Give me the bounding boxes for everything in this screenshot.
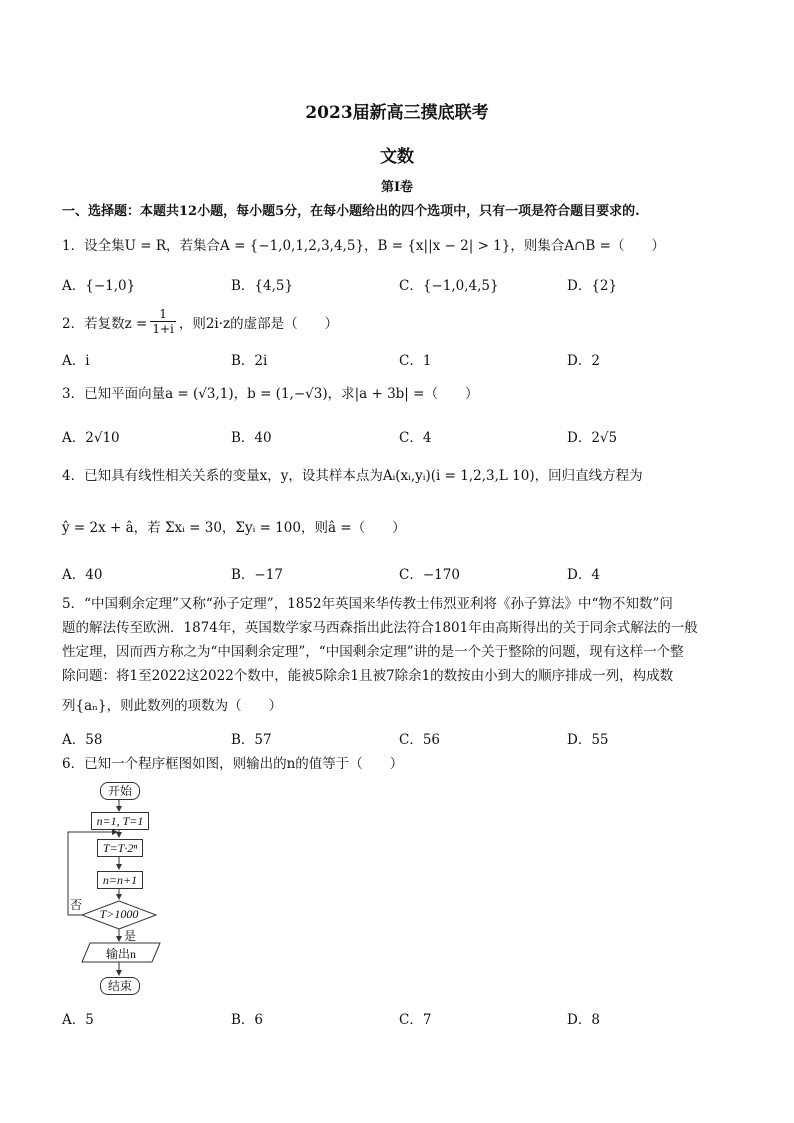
question-6-stem: 6．已知一个程序框图如图，则输出的n的值等于（ ） <box>62 756 404 772</box>
question-4-option-b: B．−17 <box>231 567 283 583</box>
exam-title: 2023届新高三摸底联考 <box>305 103 489 123</box>
question-4-option-c: C．−170 <box>399 567 460 583</box>
question-5-option-c: C．56 <box>399 732 441 748</box>
question-5-line-1: 5．“中国剩余定理”又称“孙子定理”，1852年英国来华传教士伟烈亚利将《孙子算法》中“物不知数”问 <box>62 596 673 612</box>
question-6-option-c: C．7 <box>399 1012 432 1028</box>
question-2-option-c: C．1 <box>399 353 432 369</box>
question-1-option-b: B．{4,5} <box>231 278 294 294</box>
question-5-line-4: 除问题：将1至2022这2022个数中，能被5除余1且被7除余1的数按由小到大的顺序排成一列，构成数 <box>62 668 674 684</box>
question-2-fraction <box>150 307 176 336</box>
flowchart-no-label: 否 <box>70 898 83 912</box>
fraction-numerator: 1 <box>159 307 167 321</box>
question-4-stem-line1: 4．已知具有线性相关关系的变量x，y，设其样本点为Aᵢ(xᵢ,yᵢ)(i = 1,2,3,L 10)，回归直线方程为 <box>62 468 643 484</box>
question-3-stem: 3．已知平面向量a = (√3,1)，b = (1,−√3)，求|a + 3b| =（ ） <box>62 386 479 402</box>
question-2-stem-start: 2．若复数z = <box>62 315 148 332</box>
question-3-option-a: A．2√10 <box>62 430 120 446</box>
question-3-option-c: C．4 <box>399 430 432 446</box>
question-5-line-2: 题的解法传至欧洲．1874年，英国数学家马西森指出此法符合1801年由高斯得出的关于同余式解法的一般 <box>62 620 698 636</box>
question-4-option-d: D．4 <box>567 567 600 583</box>
question-6-option-b: B．6 <box>231 1012 264 1028</box>
question-5-line-3: 性定理，因而西方称之为“中国剩余定理”，“中国剩余定理”讲的是一个关于整除的问题，现有这样一个整 <box>62 644 684 660</box>
flowchart-step-increment: n=n+1 <box>97 871 143 889</box>
flowchart-output-label: 输出n <box>105 947 136 961</box>
question-5-option-b: B．57 <box>231 732 272 748</box>
question-2-stem <box>62 307 338 336</box>
flowchart-init: n=1, T=1 <box>91 812 149 830</box>
flowchart-step-multiply: T=T·2ⁿ <box>97 839 143 857</box>
question-3-option-d: D．2√5 <box>567 430 618 446</box>
flowchart-condition-label: T>1000 <box>99 907 139 921</box>
flowchart-yes-label: 是 <box>124 929 137 943</box>
question-3-option-b: B．40 <box>231 430 272 446</box>
flowchart <box>60 778 180 1000</box>
flowchart-end: 结束 <box>100 977 140 995</box>
question-1-option-c: C．{−1,0,4,5} <box>399 278 499 294</box>
question-1-stem: 1．设全集U = R，若集合A = {−1,0,1,2,3,4,5}，B = {x||x − 2| > 1}，则集合A∩B =（ ） <box>62 238 665 254</box>
question-2-option-a: A．i <box>62 353 90 369</box>
section-heading: 一、选择题：本题共12小题，每小题5分，在每小题给出的四个选项中，只有一项是符合题目要求的. <box>62 204 640 219</box>
question-4-option-a: A．40 <box>62 567 103 583</box>
exam-subject: 文数 <box>380 147 414 167</box>
flowchart-start: 开始 <box>100 782 140 800</box>
question-5-option-d: D．55 <box>567 732 609 748</box>
question-2-stem-end: ，则2i·z的虚部是（ ） <box>178 315 339 332</box>
question-1-option-a: A．{−1,0} <box>62 278 136 294</box>
question-5-option-a: A．58 <box>62 732 103 748</box>
question-5-line-5: 列{aₙ}，则此数列的项数为（ ） <box>62 698 283 714</box>
question-6-option-a: A．5 <box>62 1012 94 1028</box>
question-2-option-b: B．2i <box>231 353 268 369</box>
question-2-option-d: D．2 <box>567 353 600 369</box>
fraction-denominator: 1+i <box>152 322 174 336</box>
question-4-stem-line2: ŷ = 2x + â，若 Σxᵢ = 30，Σyᵢ = 100，则â =（ ） <box>62 520 406 536</box>
question-6-option-d: D．8 <box>567 1012 600 1028</box>
exam-volume: 第Ⅰ卷 <box>380 180 414 195</box>
question-1-option-d: D．{2} <box>567 278 618 294</box>
